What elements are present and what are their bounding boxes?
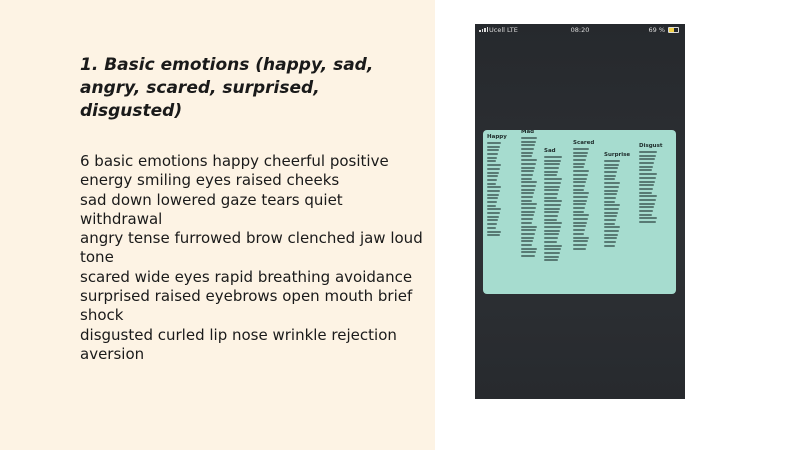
word-placeholder	[544, 259, 558, 261]
word-placeholder	[604, 190, 618, 192]
word-placeholder	[544, 248, 561, 250]
word-placeholder	[521, 148, 534, 150]
word-placeholder	[521, 155, 532, 157]
word-placeholder	[573, 248, 586, 250]
word-placeholder	[521, 167, 535, 169]
column-mad	[521, 130, 537, 257]
word-placeholder	[487, 208, 501, 210]
column-word-list	[487, 142, 507, 236]
word-placeholder	[573, 203, 586, 205]
word-placeholder	[639, 177, 656, 179]
word-placeholder	[521, 178, 532, 180]
word-placeholder	[573, 189, 584, 191]
word-placeholder	[521, 251, 536, 253]
column-heading: Disgust	[639, 143, 663, 149]
word-placeholder	[544, 163, 560, 165]
word-placeholder	[573, 166, 584, 168]
word-placeholder	[544, 167, 559, 169]
word-placeholder	[604, 212, 618, 214]
word-placeholder	[604, 234, 618, 236]
word-placeholder	[487, 172, 499, 174]
word-placeholder	[544, 178, 562, 180]
word-placeholder	[573, 174, 588, 176]
carrier-label: Ucell LTE	[489, 26, 518, 34]
word-placeholder	[639, 217, 657, 219]
word-placeholder	[604, 230, 619, 232]
body-line: 6 basic emotions happy cheerful positive energy smiling eyes raised cheeks	[80, 152, 389, 190]
word-placeholder	[573, 207, 585, 209]
word-placeholder	[573, 148, 589, 150]
word-placeholder	[573, 218, 588, 220]
word-placeholder	[487, 197, 498, 199]
word-placeholder	[544, 252, 560, 254]
word-placeholder	[639, 195, 657, 197]
word-placeholder	[604, 219, 616, 221]
word-placeholder	[639, 210, 653, 212]
word-placeholder	[639, 162, 654, 164]
word-placeholder	[604, 160, 620, 162]
word-placeholder	[487, 153, 498, 155]
word-placeholder	[521, 200, 532, 202]
word-placeholder	[573, 222, 587, 224]
word-placeholder	[521, 248, 537, 250]
word-placeholder	[544, 160, 561, 162]
column-heading: Sad	[544, 148, 556, 154]
word-placeholder	[573, 192, 589, 194]
word-placeholder	[521, 240, 533, 242]
word-placeholder	[487, 194, 499, 196]
body-line: sad down lowered gaze tears quiet withdrawal	[80, 190, 343, 228]
word-placeholder	[521, 207, 536, 209]
word-placeholder	[604, 241, 616, 243]
body-line: angry tense furrowed brow clenched jaw loud tone	[80, 229, 423, 267]
battery-indicator	[648, 26, 679, 34]
word-placeholder	[487, 216, 499, 218]
word-placeholder	[639, 188, 653, 190]
word-placeholder	[487, 160, 496, 162]
word-placeholder	[573, 155, 587, 157]
column-sad	[544, 148, 562, 261]
column-heading: Happy	[487, 134, 507, 140]
word-placeholder	[639, 184, 654, 186]
word-placeholder	[487, 183, 496, 185]
word-placeholder	[604, 186, 619, 188]
slide-body	[80, 152, 425, 364]
word-placeholder	[521, 222, 532, 224]
word-placeholder	[521, 233, 535, 235]
word-placeholder	[544, 211, 559, 213]
word-placeholder	[544, 215, 558, 217]
word-placeholder	[544, 200, 562, 202]
word-placeholder	[639, 203, 655, 205]
word-placeholder	[521, 237, 534, 239]
slide-title: 1. Basic emotions (happy, sad, angry, scared, surprised, disgusted)	[80, 55, 374, 121]
word-placeholder	[573, 211, 584, 213]
word-placeholder	[521, 141, 536, 143]
word-placeholder	[544, 156, 562, 158]
column-disgust	[639, 143, 662, 223]
column-heading: Mad	[521, 130, 535, 135]
word-placeholder	[521, 152, 533, 154]
word-placeholder	[573, 240, 588, 242]
word-placeholder	[604, 178, 615, 180]
word-placeholder	[544, 219, 557, 221]
word-placeholder	[544, 204, 561, 206]
word-placeholder	[544, 237, 558, 239]
word-placeholder	[639, 173, 657, 175]
word-placeholder	[573, 163, 585, 165]
word-placeholder	[604, 215, 617, 217]
word-placeholder	[487, 190, 500, 192]
word-placeholder	[573, 178, 587, 180]
word-placeholder	[573, 181, 586, 183]
word-placeholder	[521, 189, 535, 191]
word-placeholder	[639, 221, 656, 223]
word-placeholder	[544, 197, 557, 199]
word-placeholder	[604, 201, 615, 203]
word-placeholder	[521, 163, 536, 165]
column-scared	[573, 140, 594, 250]
word-placeholder	[487, 201, 497, 203]
word-placeholder	[521, 214, 534, 216]
word-placeholder	[487, 157, 497, 159]
word-placeholder	[487, 234, 500, 236]
word-placeholder	[487, 146, 500, 148]
word-placeholder	[604, 197, 616, 199]
word-placeholder	[604, 226, 620, 228]
word-placeholder	[544, 208, 560, 210]
word-placeholder	[573, 244, 587, 246]
word-placeholder	[544, 226, 561, 228]
word-placeholder	[521, 203, 537, 205]
word-placeholder	[487, 212, 500, 214]
word-placeholder	[487, 227, 496, 229]
word-placeholder	[639, 155, 656, 157]
word-placeholder	[573, 159, 586, 161]
word-placeholder	[487, 179, 497, 181]
column-word-list	[544, 156, 562, 261]
word-placeholder	[573, 196, 588, 198]
phone-screenshot	[475, 24, 685, 399]
word-placeholder	[487, 223, 497, 225]
word-placeholder	[521, 185, 536, 187]
word-placeholder	[521, 170, 534, 172]
word-placeholder	[573, 233, 584, 235]
word-placeholder	[604, 167, 618, 169]
word-placeholder	[521, 218, 533, 220]
battery-icon	[668, 27, 679, 33]
word-placeholder	[604, 223, 615, 225]
battery-percent: 69 %	[648, 26, 665, 34]
word-placeholder	[604, 208, 619, 210]
word-placeholder	[544, 171, 558, 173]
word-placeholder	[573, 214, 589, 216]
word-placeholder	[544, 174, 557, 176]
word-placeholder	[604, 171, 617, 173]
column-word-list	[604, 160, 630, 247]
word-placeholder	[639, 214, 652, 216]
word-placeholder	[487, 186, 501, 188]
word-placeholder	[544, 245, 562, 247]
word-placeholder	[521, 196, 533, 198]
status-time: 08:20	[570, 26, 590, 34]
word-placeholder	[544, 233, 559, 235]
word-placeholder	[639, 151, 657, 153]
body-line: disgusted curled lip nose wrinkle rejection aversion	[80, 325, 397, 363]
word-placeholder	[639, 166, 653, 168]
word-placeholder	[544, 182, 561, 184]
word-placeholder	[544, 189, 559, 191]
word-placeholder	[544, 222, 562, 224]
word-placeholder	[639, 199, 656, 201]
word-placeholder	[604, 204, 620, 206]
word-placeholder	[487, 168, 500, 170]
word-placeholder	[639, 158, 655, 160]
word-placeholder	[639, 181, 655, 183]
column-happy	[487, 134, 507, 236]
word-placeholder	[604, 245, 615, 247]
word-placeholder	[573, 152, 588, 154]
word-placeholder	[573, 229, 585, 231]
word-placeholder	[573, 200, 587, 202]
word-placeholder	[487, 149, 499, 151]
word-placeholder	[521, 137, 537, 139]
word-placeholder	[604, 193, 617, 195]
word-placeholder	[544, 230, 560, 232]
word-placeholder	[573, 225, 586, 227]
word-placeholder	[604, 237, 617, 239]
word-placeholder	[521, 192, 534, 194]
word-placeholder	[639, 169, 652, 171]
body-line: scared wide eyes rapid breathing avoidance	[80, 267, 413, 286]
word-placeholder	[487, 205, 496, 207]
word-placeholder	[639, 206, 654, 208]
column-heading: Scared	[573, 140, 595, 146]
column-word-list	[573, 148, 594, 250]
word-placeholder	[487, 142, 501, 144]
word-placeholder	[544, 241, 557, 243]
emotion-words-card	[483, 130, 676, 294]
word-placeholder	[639, 192, 652, 194]
word-placeholder	[573, 237, 589, 239]
word-placeholder	[544, 256, 559, 258]
word-placeholder	[521, 211, 535, 213]
word-placeholder	[487, 231, 501, 233]
body-line: surprised raised eyebrows open mouth brief shock	[80, 287, 413, 325]
word-placeholder	[487, 175, 498, 177]
word-placeholder	[604, 175, 616, 177]
word-placeholder	[521, 144, 535, 146]
word-placeholder	[573, 185, 585, 187]
word-placeholder	[487, 219, 498, 221]
word-placeholder	[521, 174, 533, 176]
status-bar	[475, 24, 685, 36]
column-word-list	[639, 151, 662, 223]
column-surprise	[604, 152, 630, 247]
word-placeholder	[521, 229, 536, 231]
word-placeholder	[604, 164, 619, 166]
word-placeholder	[521, 255, 535, 257]
word-placeholder	[544, 186, 560, 188]
word-placeholder	[544, 193, 558, 195]
word-placeholder	[521, 181, 537, 183]
word-placeholder	[521, 159, 537, 161]
column-word-list	[521, 137, 537, 257]
column-heading: Surprise	[604, 152, 631, 158]
word-placeholder	[573, 170, 589, 172]
word-placeholder	[604, 182, 620, 184]
word-placeholder	[521, 244, 532, 246]
word-placeholder	[521, 226, 537, 228]
word-placeholder	[487, 164, 501, 166]
